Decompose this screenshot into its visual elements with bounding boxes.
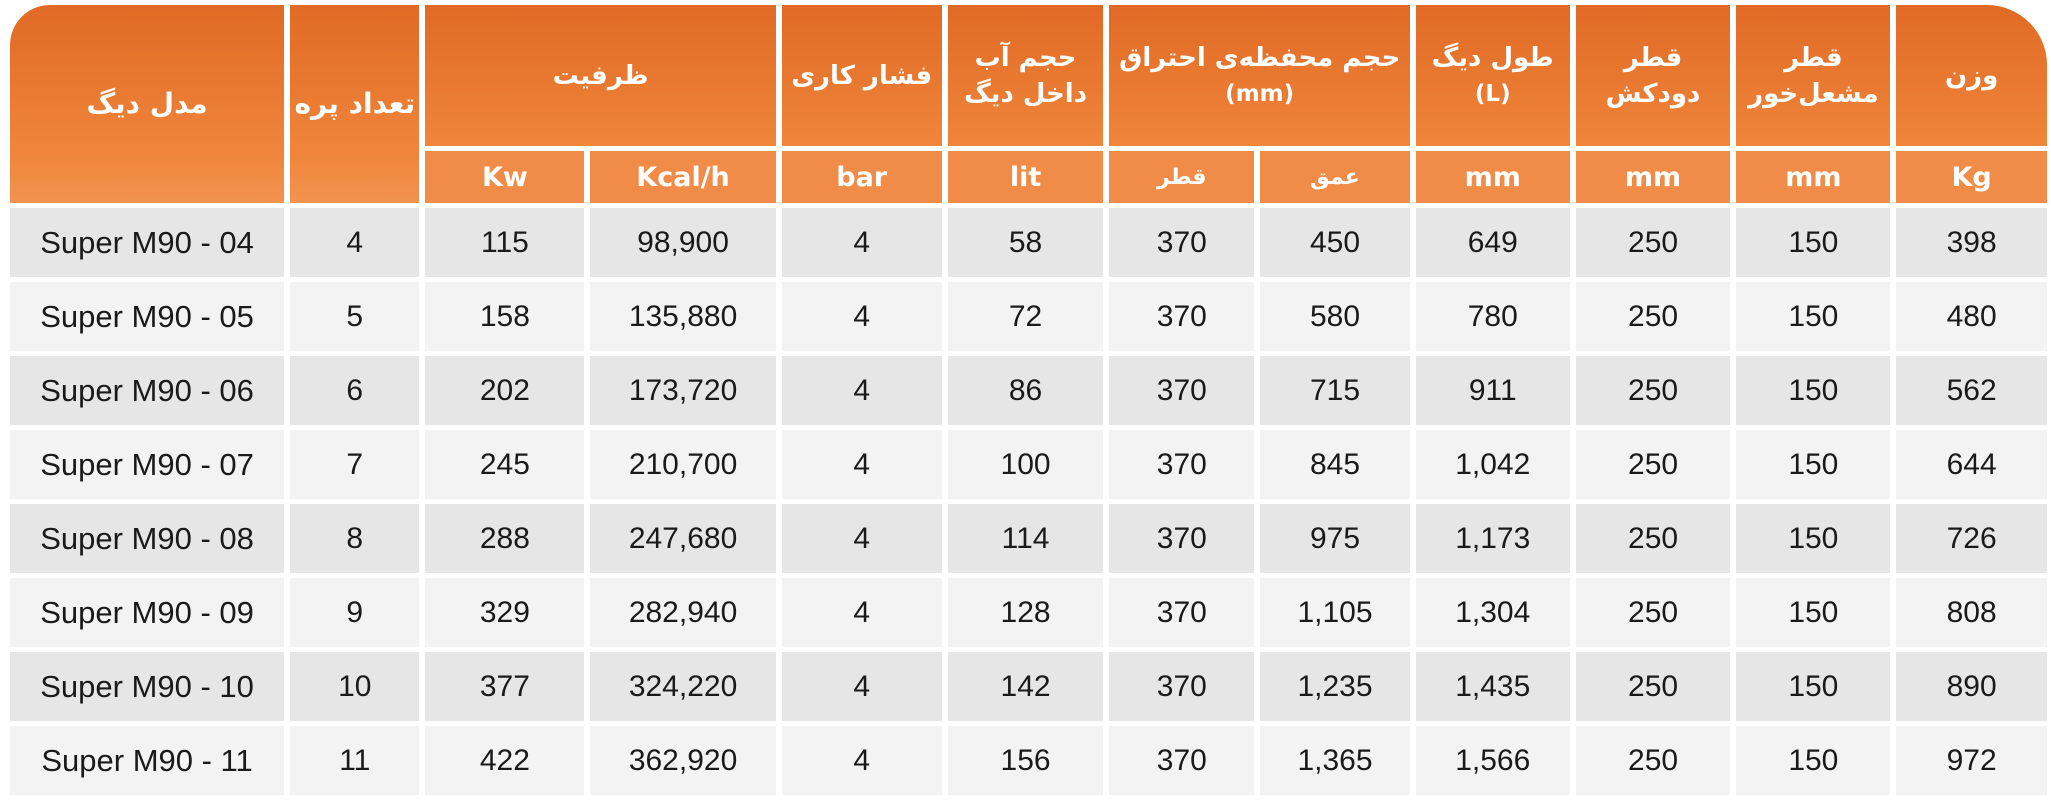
cell-kcal: 135,880 bbox=[590, 282, 775, 351]
unit-burner-diameter: mm bbox=[1736, 151, 1890, 203]
cell-burner-diameter: 150 bbox=[1736, 208, 1890, 277]
cell-diameter: 370 bbox=[1109, 430, 1254, 499]
cell-kw: 158 bbox=[425, 282, 584, 351]
header-working-pressure: فشار کاری bbox=[782, 5, 942, 146]
cell-weight: 972 bbox=[1896, 726, 2047, 795]
cell-boiler-length: 1,042 bbox=[1416, 430, 1570, 499]
cell-model: Super M90 - 04 bbox=[10, 208, 284, 277]
cell-burner-diameter: 150 bbox=[1736, 282, 1890, 351]
table-body bbox=[10, 208, 2047, 795]
table-row bbox=[10, 430, 2047, 499]
cell-weight: 644 bbox=[1896, 430, 2047, 499]
header-combustion-chamber-label: حجم محفظه‌ی احتراق bbox=[1119, 42, 1401, 73]
cell-chimney-diameter: 250 bbox=[1576, 208, 1731, 277]
cell-kw: 288 bbox=[425, 504, 584, 573]
cell-depth: 580 bbox=[1260, 282, 1410, 351]
cell-kw: 115 bbox=[425, 208, 584, 277]
cell-boiler-length: 911 bbox=[1416, 356, 1570, 425]
table-header bbox=[10, 5, 2047, 203]
unit-boiler-length: mm bbox=[1416, 151, 1570, 203]
cell-kw: 329 bbox=[425, 578, 584, 647]
header-boiler-length-label: طول دیگ bbox=[1431, 42, 1554, 73]
cell-sections: 10 bbox=[290, 652, 419, 721]
cell-weight: 480 bbox=[1896, 282, 2047, 351]
cell-water-volume: 128 bbox=[948, 578, 1104, 647]
cell-water-volume: 100 bbox=[948, 430, 1104, 499]
cell-pressure: 4 bbox=[782, 578, 942, 647]
cell-burner-diameter: 150 bbox=[1736, 578, 1890, 647]
cell-water-volume: 72 bbox=[948, 282, 1104, 351]
cell-weight: 398 bbox=[1896, 208, 2047, 277]
unit-chimney-diameter: mm bbox=[1576, 151, 1731, 203]
cell-kcal: 282,940 bbox=[590, 578, 775, 647]
unit-pressure: bar bbox=[782, 151, 942, 203]
cell-diameter: 370 bbox=[1109, 282, 1254, 351]
header-combustion-chamber-unit: (mm) bbox=[1225, 80, 1295, 107]
unit-water-volume: lit bbox=[948, 151, 1104, 203]
cell-kcal: 247,680 bbox=[590, 504, 775, 573]
cell-depth: 1,365 bbox=[1260, 726, 1410, 795]
cell-diameter: 370 bbox=[1109, 652, 1254, 721]
cell-boiler-length: 649 bbox=[1416, 208, 1570, 277]
cell-boiler-length: 1,304 bbox=[1416, 578, 1570, 647]
cell-kw: 377 bbox=[425, 652, 584, 721]
cell-chimney-diameter: 250 bbox=[1576, 726, 1731, 795]
cell-chimney-diameter: 250 bbox=[1576, 430, 1731, 499]
cell-weight: 890 bbox=[1896, 652, 2047, 721]
cell-depth: 1,105 bbox=[1260, 578, 1410, 647]
cell-model: Super M90 - 11 bbox=[10, 726, 284, 795]
cell-pressure: 4 bbox=[782, 208, 942, 277]
cell-weight: 726 bbox=[1896, 504, 2047, 573]
boiler-spec-table bbox=[10, 5, 2047, 800]
cell-depth: 975 bbox=[1260, 504, 1410, 573]
cell-chimney-diameter: 250 bbox=[1576, 578, 1731, 647]
cell-burner-diameter: 150 bbox=[1736, 430, 1890, 499]
cell-weight: 562 bbox=[1896, 356, 2047, 425]
header-capacity: ظرفیت bbox=[425, 5, 775, 146]
cell-sections: 8 bbox=[290, 504, 419, 573]
cell-sections: 7 bbox=[290, 430, 419, 499]
cell-diameter: 370 bbox=[1109, 726, 1254, 795]
cell-diameter: 370 bbox=[1109, 578, 1254, 647]
cell-model: Super M90 - 08 bbox=[10, 504, 284, 573]
cell-kw: 202 bbox=[425, 356, 584, 425]
cell-model: Super M90 - 07 bbox=[10, 430, 284, 499]
cell-pressure: 4 bbox=[782, 726, 942, 795]
cell-boiler-length: 1,173 bbox=[1416, 504, 1570, 573]
cell-water-volume: 86 bbox=[948, 356, 1104, 425]
cell-kw: 245 bbox=[425, 430, 584, 499]
cell-depth: 450 bbox=[1260, 208, 1410, 277]
table-row bbox=[10, 726, 2047, 795]
cell-sections: 9 bbox=[290, 578, 419, 647]
cell-sections: 6 bbox=[290, 356, 419, 425]
cell-depth: 1,235 bbox=[1260, 652, 1410, 721]
cell-burner-diameter: 150 bbox=[1736, 504, 1890, 573]
header-weight: وزن bbox=[1896, 5, 2047, 146]
cell-kcal: 173,720 bbox=[590, 356, 775, 425]
table-row bbox=[10, 356, 2047, 425]
table-row bbox=[10, 652, 2047, 721]
cell-water-volume: 156 bbox=[948, 726, 1104, 795]
cell-boiler-length: 780 bbox=[1416, 282, 1570, 351]
cell-chimney-diameter: 250 bbox=[1576, 504, 1731, 573]
cell-diameter: 370 bbox=[1109, 504, 1254, 573]
unit-diameter: قطر bbox=[1109, 151, 1254, 203]
unit-weight: Kg bbox=[1896, 151, 2047, 203]
header-model: مدل دیگ bbox=[10, 5, 284, 203]
table-row bbox=[10, 208, 2047, 277]
table-row bbox=[10, 578, 2047, 647]
header-combustion-chamber bbox=[1109, 5, 1409, 146]
unit-depth: عمق bbox=[1260, 151, 1410, 203]
cell-model: Super M90 - 05 bbox=[10, 282, 284, 351]
unit-kcal: Kcal/h bbox=[590, 151, 775, 203]
header-boiler-length-unit: (L) bbox=[1474, 80, 1511, 107]
header-chimney-diameter: قطر دودکش bbox=[1576, 5, 1731, 146]
cell-chimney-diameter: 250 bbox=[1576, 652, 1731, 721]
cell-chimney-diameter: 250 bbox=[1576, 356, 1731, 425]
boiler-spec-table-container bbox=[10, 5, 2047, 805]
cell-sections: 4 bbox=[290, 208, 419, 277]
cell-model: Super M90 - 09 bbox=[10, 578, 284, 647]
cell-model: Super M90 - 06 bbox=[10, 356, 284, 425]
header-boiler-length bbox=[1416, 5, 1570, 146]
cell-kcal: 324,220 bbox=[590, 652, 775, 721]
cell-burner-diameter: 150 bbox=[1736, 652, 1890, 721]
cell-water-volume: 142 bbox=[948, 652, 1104, 721]
header-row-main bbox=[10, 5, 2047, 146]
cell-burner-diameter: 150 bbox=[1736, 726, 1890, 795]
cell-kcal: 98,900 bbox=[590, 208, 775, 277]
cell-kw: 422 bbox=[425, 726, 584, 795]
cell-model: Super M90 - 10 bbox=[10, 652, 284, 721]
cell-pressure: 4 bbox=[782, 430, 942, 499]
cell-depth: 845 bbox=[1260, 430, 1410, 499]
cell-boiler-length: 1,566 bbox=[1416, 726, 1570, 795]
cell-pressure: 4 bbox=[782, 282, 942, 351]
table-row bbox=[10, 504, 2047, 573]
cell-kcal: 362,920 bbox=[590, 726, 775, 795]
cell-weight: 808 bbox=[1896, 578, 2047, 647]
cell-boiler-length: 1,435 bbox=[1416, 652, 1570, 721]
cell-chimney-diameter: 250 bbox=[1576, 282, 1731, 351]
header-water-volume: حجم آب داخل دیگ bbox=[948, 5, 1104, 146]
cell-sections: 5 bbox=[290, 282, 419, 351]
cell-burner-diameter: 150 bbox=[1736, 356, 1890, 425]
cell-water-volume: 58 bbox=[948, 208, 1104, 277]
cell-pressure: 4 bbox=[782, 504, 942, 573]
cell-diameter: 370 bbox=[1109, 208, 1254, 277]
cell-pressure: 4 bbox=[782, 652, 942, 721]
cell-pressure: 4 bbox=[782, 356, 942, 425]
cell-diameter: 370 bbox=[1109, 356, 1254, 425]
cell-kcal: 210,700 bbox=[590, 430, 775, 499]
header-sections: تعداد پره bbox=[290, 5, 419, 203]
cell-depth: 715 bbox=[1260, 356, 1410, 425]
table-row bbox=[10, 282, 2047, 351]
cell-water-volume: 114 bbox=[948, 504, 1104, 573]
unit-kw: Kw bbox=[425, 151, 584, 203]
header-burner-diameter: قطر مشعل‌خور bbox=[1736, 5, 1890, 146]
cell-sections: 11 bbox=[290, 726, 419, 795]
